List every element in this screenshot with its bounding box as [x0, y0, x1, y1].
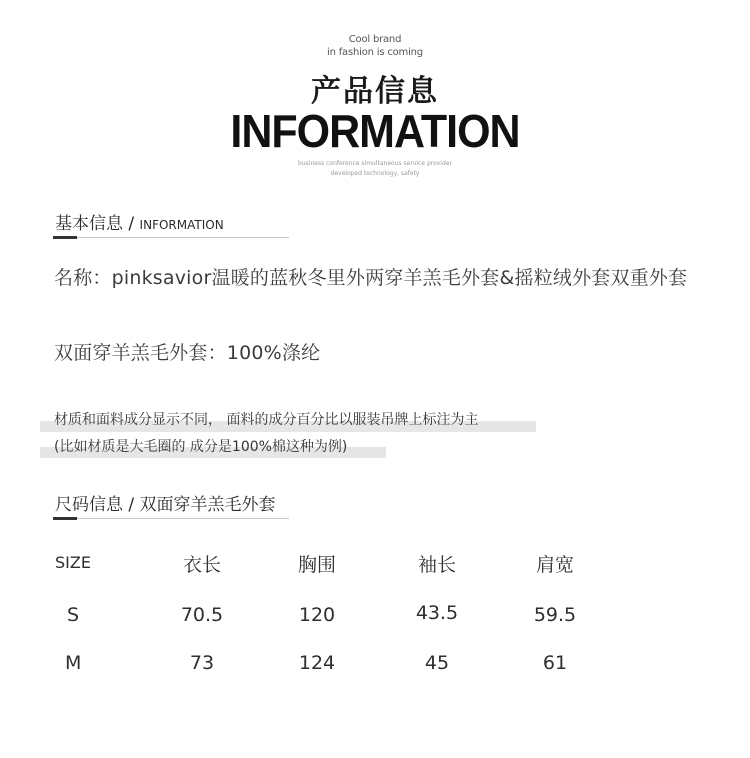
- material-note-1: 材质和面料成分显示不同， 面料的成分百分比以服装吊牌上标注为主: [54, 412, 479, 428]
- cell-sleeve: 45: [424, 652, 450, 674]
- cell-length: 70.5: [180, 604, 224, 626]
- product-name: 名称：pinksavior温暖的蓝秋冬里外两穿羊羔毛外套&摇粒绒外套双重外套: [54, 267, 688, 289]
- product-material: 双面穿羊羔毛外套：100%涤纶: [54, 342, 321, 364]
- basic-info-heading: [55, 209, 224, 234]
- cell-chest: 120: [298, 604, 336, 626]
- cell-chest: 124: [298, 652, 336, 674]
- column-header-length: 衣长: [182, 554, 221, 576]
- basic-info-heading-sub: INFORMATION: [139, 218, 224, 232]
- section-divider: [55, 518, 289, 519]
- column-header-shoulder: 肩宽: [535, 554, 574, 576]
- row-size-label: M: [65, 652, 82, 674]
- cell-shoulder: 61: [542, 652, 568, 674]
- basic-info-heading-label: 基本信息 /: [55, 214, 140, 234]
- fine-print-1: business conference simultaneous service provider: [298, 160, 452, 167]
- section-divider: [55, 237, 289, 238]
- tagline-1: Cool brand: [348, 34, 402, 45]
- cell-shoulder: 59.5: [533, 604, 577, 626]
- cell-sleeve: 43.5: [415, 602, 459, 624]
- column-header-sleeve: 袖长: [417, 554, 456, 576]
- row-size-label: S: [67, 604, 80, 626]
- section-divider-accent: [53, 517, 77, 520]
- fine-print-2: developed technology, safety: [330, 170, 420, 177]
- tagline-2: in fashion is coming: [327, 47, 423, 58]
- column-header-size: SIZE: [55, 553, 91, 572]
- section-divider-accent: [53, 236, 77, 239]
- page-title-cn: 产品信息: [311, 74, 439, 109]
- material-note-2: (比如材质是大毛圈的 成分是100%棉这种为例): [54, 439, 348, 455]
- column-header-chest: 胸围: [297, 554, 336, 576]
- page-title-en: INFORMATION: [230, 106, 520, 158]
- size-info-heading: 尺码信息 / 双面穿羊羔毛外套: [55, 495, 276, 515]
- cell-length: 73: [189, 652, 215, 674]
